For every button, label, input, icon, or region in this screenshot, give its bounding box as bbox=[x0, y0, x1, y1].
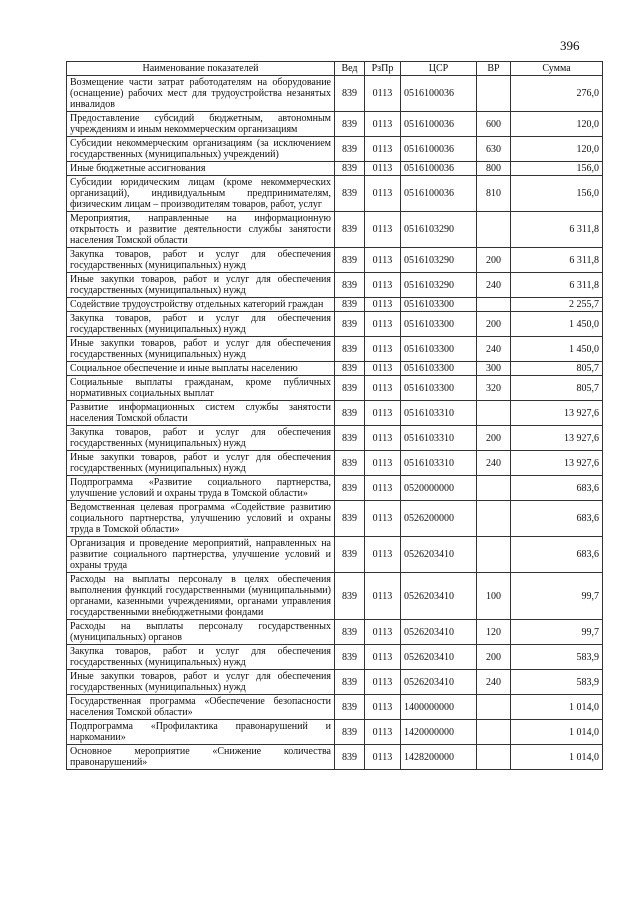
table-row bbox=[67, 362, 603, 376]
cell-ved: 839 bbox=[335, 176, 365, 212]
cell-sum: 583,9 bbox=[511, 670, 603, 695]
cell-sum: 13 927,6 bbox=[511, 401, 603, 426]
cell-vr bbox=[477, 476, 511, 501]
cell-rzpr: 0113 bbox=[365, 337, 401, 362]
cell-csr: 0516100036 bbox=[401, 176, 477, 212]
cell-name: Подпрограмма «Профилактика правонарушений и наркомании» bbox=[67, 720, 335, 745]
cell-name: Расходы на выплаты персоналу в целях обеспечения выполнения функций государственными (муниципальными) органами, казенными учреждениями, органами управления государственными внебюджетными фондами bbox=[67, 573, 335, 620]
cell-ved: 839 bbox=[335, 745, 365, 770]
cell-sum: 1 450,0 bbox=[511, 337, 603, 362]
cell-vr: 200 bbox=[477, 248, 511, 273]
table-row bbox=[67, 426, 603, 451]
cell-rzpr: 0113 bbox=[365, 645, 401, 670]
table-row bbox=[67, 645, 603, 670]
cell-name: Мероприятия, направленные на информационную открытость и развитие деятельности службы занятости населения Томской области bbox=[67, 212, 335, 248]
cell-ved: 839 bbox=[335, 76, 365, 112]
cell-vr bbox=[477, 76, 511, 112]
cell-name: Социальные выплаты гражданам, кроме публичных нормативных социальных выплат bbox=[67, 376, 335, 401]
cell-csr: 0516103310 bbox=[401, 426, 477, 451]
cell-csr: 0516100036 bbox=[401, 112, 477, 137]
table-body bbox=[67, 76, 603, 770]
table-row bbox=[67, 376, 603, 401]
cell-name: Организация и проведение мероприятий, направленных на развитие социального партнерства, улучшение условий и охраны труда bbox=[67, 537, 335, 573]
cell-ved: 839 bbox=[335, 273, 365, 298]
cell-sum: 2 255,7 bbox=[511, 298, 603, 312]
budget-table bbox=[66, 61, 603, 770]
table-row bbox=[67, 273, 603, 298]
cell-name: Предоставление субсидий бюджетным, автономным учреждениям и иным некоммерческим организациям bbox=[67, 112, 335, 137]
cell-vr: 120 bbox=[477, 620, 511, 645]
cell-name: Иные закупки товаров, работ и услуг для обеспечения государственных (муниципальных) нужд bbox=[67, 337, 335, 362]
cell-rzpr: 0113 bbox=[365, 620, 401, 645]
cell-sum: 276,0 bbox=[511, 76, 603, 112]
cell-csr: 0516103310 bbox=[401, 451, 477, 476]
table-row bbox=[67, 620, 603, 645]
cell-rzpr: 0113 bbox=[365, 451, 401, 476]
cell-ved: 839 bbox=[335, 162, 365, 176]
cell-vr bbox=[477, 401, 511, 426]
table-row bbox=[67, 745, 603, 770]
cell-csr: 0516103300 bbox=[401, 362, 477, 376]
cell-vr: 240 bbox=[477, 451, 511, 476]
table-row bbox=[67, 451, 603, 476]
cell-ved: 839 bbox=[335, 620, 365, 645]
cell-ved: 839 bbox=[335, 451, 365, 476]
header-ved: Вед bbox=[335, 62, 365, 76]
cell-name: Основное мероприятие «Снижение количества правонарушений» bbox=[67, 745, 335, 770]
cell-csr: 0526203410 bbox=[401, 645, 477, 670]
cell-name: Субсидии некоммерческим организациям (за исключением государственных (муниципальных) учреждений) bbox=[67, 137, 335, 162]
cell-sum: 1 450,0 bbox=[511, 312, 603, 337]
table-row bbox=[67, 720, 603, 745]
cell-name: Возмещение части затрат работодателям на оборудование (оснащение) рабочих мест для трудоустройства незанятых инвалидов bbox=[67, 76, 335, 112]
cell-sum: 156,0 bbox=[511, 176, 603, 212]
cell-vr: 100 bbox=[477, 573, 511, 620]
cell-vr bbox=[477, 501, 511, 537]
cell-rzpr: 0113 bbox=[365, 112, 401, 137]
cell-rzpr: 0113 bbox=[365, 537, 401, 573]
cell-ved: 839 bbox=[335, 248, 365, 273]
cell-name: Иные закупки товаров, работ и услуг для обеспечения государственных (муниципальных) нужд bbox=[67, 670, 335, 695]
cell-sum: 583,9 bbox=[511, 645, 603, 670]
cell-sum: 120,0 bbox=[511, 137, 603, 162]
cell-vr bbox=[477, 298, 511, 312]
cell-sum: 1 014,0 bbox=[511, 745, 603, 770]
cell-rzpr: 0113 bbox=[365, 76, 401, 112]
cell-csr: 1400000000 bbox=[401, 695, 477, 720]
cell-sum: 1 014,0 bbox=[511, 695, 603, 720]
table-row bbox=[67, 212, 603, 248]
cell-rzpr: 0113 bbox=[365, 298, 401, 312]
cell-sum: 120,0 bbox=[511, 112, 603, 137]
cell-csr: 0526200000 bbox=[401, 501, 477, 537]
cell-sum: 683,6 bbox=[511, 501, 603, 537]
table-row bbox=[67, 248, 603, 273]
cell-rzpr: 0113 bbox=[365, 273, 401, 298]
cell-ved: 839 bbox=[335, 112, 365, 137]
table-row bbox=[67, 176, 603, 212]
header-sum: Сумма bbox=[511, 62, 603, 76]
cell-rzpr: 0113 bbox=[365, 426, 401, 451]
header-rzpr: РзПр bbox=[365, 62, 401, 76]
header-vr: ВР bbox=[477, 62, 511, 76]
cell-csr: 0516103310 bbox=[401, 401, 477, 426]
cell-ved: 839 bbox=[335, 376, 365, 401]
cell-csr: 0516103300 bbox=[401, 298, 477, 312]
table-row bbox=[67, 312, 603, 337]
cell-vr bbox=[477, 720, 511, 745]
cell-ved: 839 bbox=[335, 537, 365, 573]
cell-csr: 0520000000 bbox=[401, 476, 477, 501]
cell-name: Иные закупки товаров, работ и услуг для обеспечения государственных (муниципальных) нужд bbox=[67, 451, 335, 476]
cell-csr: 0526203410 bbox=[401, 537, 477, 573]
cell-csr: 0516103290 bbox=[401, 248, 477, 273]
table-row bbox=[67, 573, 603, 620]
cell-rzpr: 0113 bbox=[365, 476, 401, 501]
cell-csr: 0526203410 bbox=[401, 573, 477, 620]
cell-rzpr: 0113 bbox=[365, 670, 401, 695]
table-row bbox=[67, 298, 603, 312]
cell-ved: 839 bbox=[335, 137, 365, 162]
cell-vr: 600 bbox=[477, 112, 511, 137]
cell-sum: 683,6 bbox=[511, 537, 603, 573]
cell-sum: 805,7 bbox=[511, 362, 603, 376]
cell-sum: 13 927,6 bbox=[511, 451, 603, 476]
cell-sum: 156,0 bbox=[511, 162, 603, 176]
cell-name: Иные бюджетные ассигнования bbox=[67, 162, 335, 176]
cell-name: Закупка товаров, работ и услуг для обеспечения государственных (муниципальных) нужд bbox=[67, 248, 335, 273]
cell-ved: 839 bbox=[335, 501, 365, 537]
cell-name: Расходы на выплаты персоналу государственных (муниципальных) органов bbox=[67, 620, 335, 645]
cell-name: Подпрограмма «Развитие социального партнерства, улучшение условий и охраны труда в Томской области» bbox=[67, 476, 335, 501]
cell-csr: 0516103290 bbox=[401, 273, 477, 298]
cell-sum: 683,6 bbox=[511, 476, 603, 501]
cell-csr: 0516103300 bbox=[401, 337, 477, 362]
cell-rzpr: 0113 bbox=[365, 137, 401, 162]
cell-vr: 240 bbox=[477, 670, 511, 695]
cell-vr: 800 bbox=[477, 162, 511, 176]
cell-csr: 0516103290 bbox=[401, 212, 477, 248]
cell-csr: 0516100036 bbox=[401, 137, 477, 162]
page-number: 396 bbox=[560, 38, 580, 53]
cell-rzpr: 0113 bbox=[365, 248, 401, 273]
cell-sum: 13 927,6 bbox=[511, 426, 603, 451]
cell-vr bbox=[477, 695, 511, 720]
cell-csr: 1420000000 bbox=[401, 720, 477, 745]
cell-sum: 6 311,8 bbox=[511, 273, 603, 298]
header-row bbox=[67, 62, 603, 76]
cell-vr: 200 bbox=[477, 645, 511, 670]
cell-rzpr: 0113 bbox=[365, 162, 401, 176]
cell-vr: 240 bbox=[477, 337, 511, 362]
cell-rzpr: 0113 bbox=[365, 362, 401, 376]
table-row bbox=[67, 670, 603, 695]
cell-rzpr: 0113 bbox=[365, 745, 401, 770]
cell-rzpr: 0113 bbox=[365, 501, 401, 537]
cell-vr bbox=[477, 212, 511, 248]
cell-csr: 1428200000 bbox=[401, 745, 477, 770]
cell-rzpr: 0113 bbox=[365, 401, 401, 426]
cell-csr: 0516100036 bbox=[401, 76, 477, 112]
cell-ved: 839 bbox=[335, 720, 365, 745]
cell-ved: 839 bbox=[335, 312, 365, 337]
table-row bbox=[67, 162, 603, 176]
cell-rzpr: 0113 bbox=[365, 176, 401, 212]
cell-name: Содействие трудоустройству отдельных категорий граждан bbox=[67, 298, 335, 312]
cell-rzpr: 0113 bbox=[365, 212, 401, 248]
cell-sum: 6 311,8 bbox=[511, 212, 603, 248]
cell-name: Социальное обеспечение и иные выплаты населению bbox=[67, 362, 335, 376]
cell-sum: 6 311,8 bbox=[511, 248, 603, 273]
cell-ved: 839 bbox=[335, 695, 365, 720]
cell-name: Иные закупки товаров, работ и услуг для обеспечения государственных (муниципальных) нужд bbox=[67, 273, 335, 298]
cell-ved: 839 bbox=[335, 362, 365, 376]
cell-vr bbox=[477, 745, 511, 770]
cell-ved: 839 bbox=[335, 298, 365, 312]
table-header bbox=[67, 62, 603, 76]
cell-name: Закупка товаров, работ и услуг для обеспечения государственных (муниципальных) нужд bbox=[67, 645, 335, 670]
cell-ved: 839 bbox=[335, 426, 365, 451]
table-row bbox=[67, 537, 603, 573]
cell-name: Государственная программа «Обеспечение безопасности населения Томской области» bbox=[67, 695, 335, 720]
cell-rzpr: 0113 bbox=[365, 695, 401, 720]
cell-csr: 0526203410 bbox=[401, 670, 477, 695]
cell-rzpr: 0113 bbox=[365, 376, 401, 401]
cell-ved: 839 bbox=[335, 573, 365, 620]
header-name: Наименование показателей bbox=[67, 62, 335, 76]
table-row bbox=[67, 401, 603, 426]
table-row bbox=[67, 501, 603, 537]
table-row bbox=[67, 137, 603, 162]
cell-vr: 200 bbox=[477, 426, 511, 451]
cell-name: Развитие информационных систем службы занятости населения Томской области bbox=[67, 401, 335, 426]
cell-sum: 805,7 bbox=[511, 376, 603, 401]
cell-ved: 839 bbox=[335, 401, 365, 426]
cell-name: Ведомственная целевая программа «Содействие развитию социального партнерства, улучшению условий и охраны труда в Томской области» bbox=[67, 501, 335, 537]
cell-name: Закупка товаров, работ и услуг для обеспечения государственных (муниципальных) нужд bbox=[67, 312, 335, 337]
table-row bbox=[67, 476, 603, 501]
cell-ved: 839 bbox=[335, 645, 365, 670]
cell-vr: 200 bbox=[477, 312, 511, 337]
cell-rzpr: 0113 bbox=[365, 312, 401, 337]
cell-vr: 630 bbox=[477, 137, 511, 162]
cell-sum: 1 014,0 bbox=[511, 720, 603, 745]
table-row bbox=[67, 337, 603, 362]
cell-vr: 300 bbox=[477, 362, 511, 376]
cell-name: Закупка товаров, работ и услуг для обеспечения государственных (муниципальных) нужд bbox=[67, 426, 335, 451]
cell-csr: 0516100036 bbox=[401, 162, 477, 176]
cell-vr: 320 bbox=[477, 376, 511, 401]
cell-csr: 0516103300 bbox=[401, 312, 477, 337]
cell-ved: 839 bbox=[335, 476, 365, 501]
cell-ved: 839 bbox=[335, 212, 365, 248]
table-row bbox=[67, 76, 603, 112]
cell-csr: 0516103300 bbox=[401, 376, 477, 401]
cell-sum: 99,7 bbox=[511, 620, 603, 645]
cell-rzpr: 0113 bbox=[365, 720, 401, 745]
cell-vr bbox=[477, 537, 511, 573]
cell-vr: 810 bbox=[477, 176, 511, 212]
cell-sum: 99,7 bbox=[511, 573, 603, 620]
table-row bbox=[67, 695, 603, 720]
cell-ved: 839 bbox=[335, 670, 365, 695]
header-csr: ЦСР bbox=[401, 62, 477, 76]
cell-name: Субсидии юридическим лицам (кроме некоммерческих организаций), индивидуальным предпринимателям, физическим лицам – производителям товаров, работ, услуг bbox=[67, 176, 335, 212]
cell-csr: 0526203410 bbox=[401, 620, 477, 645]
cell-ved: 839 bbox=[335, 337, 365, 362]
cell-vr: 240 bbox=[477, 273, 511, 298]
cell-rzpr: 0113 bbox=[365, 573, 401, 620]
table-row bbox=[67, 112, 603, 137]
